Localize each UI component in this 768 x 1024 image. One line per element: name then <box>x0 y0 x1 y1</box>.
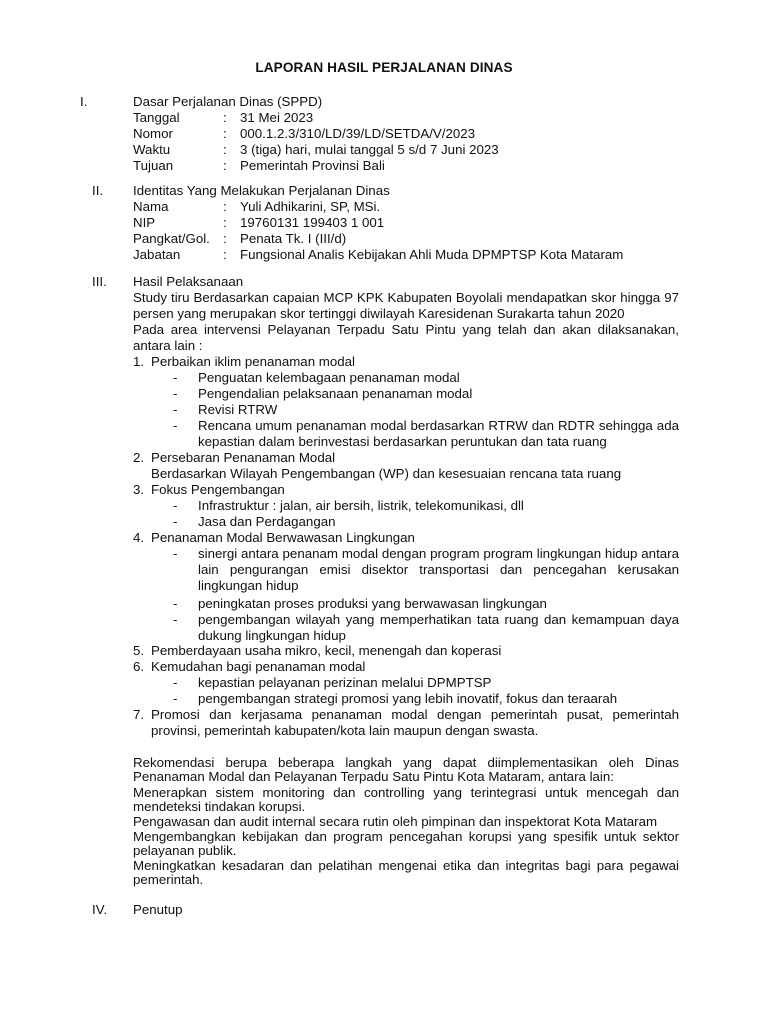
sub-item-text: Revisi RTRW <box>198 402 278 417</box>
list-text: Pemberdayaan usaha mikro, kecil, menengah dan koperasi <box>151 643 502 658</box>
field-value: 31 Mei 2023 <box>240 110 314 125</box>
field-label: Jabatan <box>133 247 181 262</box>
list-text: Persebaran Penanaman Modal <box>151 450 336 465</box>
field-colon: : <box>223 110 227 125</box>
field-label: Nama <box>133 199 169 214</box>
list-text: Fokus Pengembangan <box>151 482 285 497</box>
recommendation-item: Mengembangkan kebijakan dan program pencegahan korupsi yang spesifik untuk sektor pelayanan publik. <box>133 829 679 858</box>
field-value: Pemerintah Provinsi Bali <box>240 158 385 173</box>
recommendation-item: Menerapkan sistem monitoring dan controlling yang terintegrasi untuk mencegah dan mendeteksi tindakan korupsi. <box>133 785 679 814</box>
field-value: Yuli Adhikarini, SP, MSi. <box>240 199 381 214</box>
sub-item-text: peningkatan proses produksi yang berwawasan lingkungan <box>198 596 547 611</box>
field-value: Fungsional Analis Kebijakan Ahli Muda DPMPTSP Kota Mataram <box>240 247 624 262</box>
list-number: 1. <box>133 354 145 369</box>
dash-bullet: - <box>173 370 178 385</box>
list-number: 6. <box>133 659 145 674</box>
list-number: 2. <box>133 450 145 465</box>
field-colon: : <box>223 247 227 262</box>
sub-item-text: Infrastruktur : jalan, air bersih, listrik, telekomunikasi, dll <box>198 498 524 513</box>
dash-bullet: - <box>173 514 178 529</box>
field-value: Penata Tk. I (III/d) <box>240 231 347 246</box>
field-colon: : <box>223 158 227 173</box>
list-number: 5. <box>133 643 145 658</box>
sub-item-text: kepastian pelayanan perizinan melalui DPMPTSP <box>198 675 492 690</box>
recommendation-intro: Rekomendasi berupa beberapa langkah yang dapat diimplementasikan oleh Dinas Penanaman Modal dan Pelayanan Terpadu Satu Pintu Kota Mataram, antara lain: <box>133 755 679 784</box>
dash-bullet: - <box>173 402 178 417</box>
field-label: Waktu <box>133 142 171 157</box>
intro-paragraph-2: Pada area intervensi Pelayanan Terpadu Satu Pintu yang telah dan akan dilaksanakan, antara lain : <box>133 322 679 353</box>
dash-bullet: - <box>173 418 178 433</box>
dash-bullet: - <box>173 612 178 627</box>
list-text: Perbaikan iklim penanaman modal <box>151 354 355 369</box>
document-title: LAPORAN HASIL PERJALANAN DINAS <box>255 60 513 75</box>
section-4-heading: Penutup <box>133 902 183 917</box>
field-label: Tanggal <box>133 110 180 125</box>
dash-bullet: - <box>173 386 178 401</box>
list-text: Kemudahan bagi penanaman modal <box>151 659 366 674</box>
sub-item-text: Penguatan kelembagaan penanaman modal <box>198 370 460 385</box>
section-3-heading: Hasil Pelaksanaan <box>133 274 244 289</box>
dash-bullet: - <box>173 675 178 690</box>
field-colon: : <box>223 142 227 157</box>
section-1-number: I. <box>80 94 88 109</box>
field-colon: : <box>223 215 227 230</box>
list-item-2-detail: Berdasarkan Wilayah Pengembangan (WP) dan kesesuaian rencana tata ruang <box>151 466 622 481</box>
dash-bullet: - <box>173 546 178 561</box>
list-number: 3. <box>133 482 145 497</box>
field-colon: : <box>223 199 227 214</box>
field-label: Nomor <box>133 126 173 141</box>
section-2-number: II. <box>92 183 104 198</box>
section-2-heading: Identitas Yang Melakukan Perjalanan Dinas <box>133 183 390 198</box>
section-3-number: III. <box>92 274 107 289</box>
list-text: Promosi dan kerjasama penanaman modal dengan pemerintah pusat, pemerintah provinsi, pemerintah kabupaten/kota lain maupun dengan swasta. <box>151 707 679 738</box>
intro-paragraph-1: Study tiru Berdasarkan capaian MCP KPK Kabupaten Boyolali mendapatkan skor hingga 97 persen yang merupakan skor tertinggi diwilayah Karesidenan Surakarta tahun 2020 <box>133 290 679 321</box>
dash-bullet: - <box>173 596 178 611</box>
recommendation-item: Pengawasan dan audit internal secara rutin oleh pimpinan dan inspektorat Kota Mataram <box>133 814 658 829</box>
section-1-heading: Dasar Perjalanan Dinas (SPPD) <box>133 94 323 109</box>
dash-bullet: - <box>173 691 178 706</box>
field-label: NIP <box>133 215 156 230</box>
list-number: 4. <box>133 530 145 545</box>
sub-item-text: pengembangan strategi promosi yang lebih inovatif, fokus dan teraarah <box>198 691 618 706</box>
section-4-number: IV. <box>92 902 108 917</box>
sub-item-text: Jasa dan Perdagangan <box>198 514 336 529</box>
field-value: 000.1.2.3/310/LD/39/LD/SETDA/V/2023 <box>240 126 476 141</box>
sub-item-text: pengembangan wilayah yang memperhatikan tata ruang dan kemampuan daya dukung lingkungan hidup <box>198 612 679 643</box>
field-value: 19760131 199403 1 001 <box>240 215 385 230</box>
field-label: Tujuan <box>133 158 174 173</box>
list-number: 7. <box>133 707 145 722</box>
field-label: Pangkat/Gol. <box>133 231 210 246</box>
list-text: Penanaman Modal Berwawasan Lingkungan <box>151 530 415 545</box>
field-value: 3 (tiga) hari, mulai tanggal 5 s/d 7 Juni 2023 <box>240 142 499 157</box>
field-colon: : <box>223 231 227 246</box>
dash-bullet: - <box>173 498 178 513</box>
sub-item-text: Pengendalian pelaksanaan penanaman modal <box>198 386 473 401</box>
sub-item-text: sinergi antara penanam modal dengan program program lingkungan hidup antara lain pengurangan emisi disektor transportasi dan pencegahan kerusakan lingkungan hidup <box>198 546 679 593</box>
recommendation-item: Meningkatkan kesadaran dan pelatihan mengenai etika dan integritas bagi para pegawai pemerintah. <box>133 858 679 887</box>
sub-item-text: Rencana umum penanaman modal berdasarkan RTRW dan RDTR sehingga ada kepastian dalam berinvestasi berdasarkan peruntukan dan tata ruang <box>198 418 679 449</box>
field-colon: : <box>223 126 227 141</box>
